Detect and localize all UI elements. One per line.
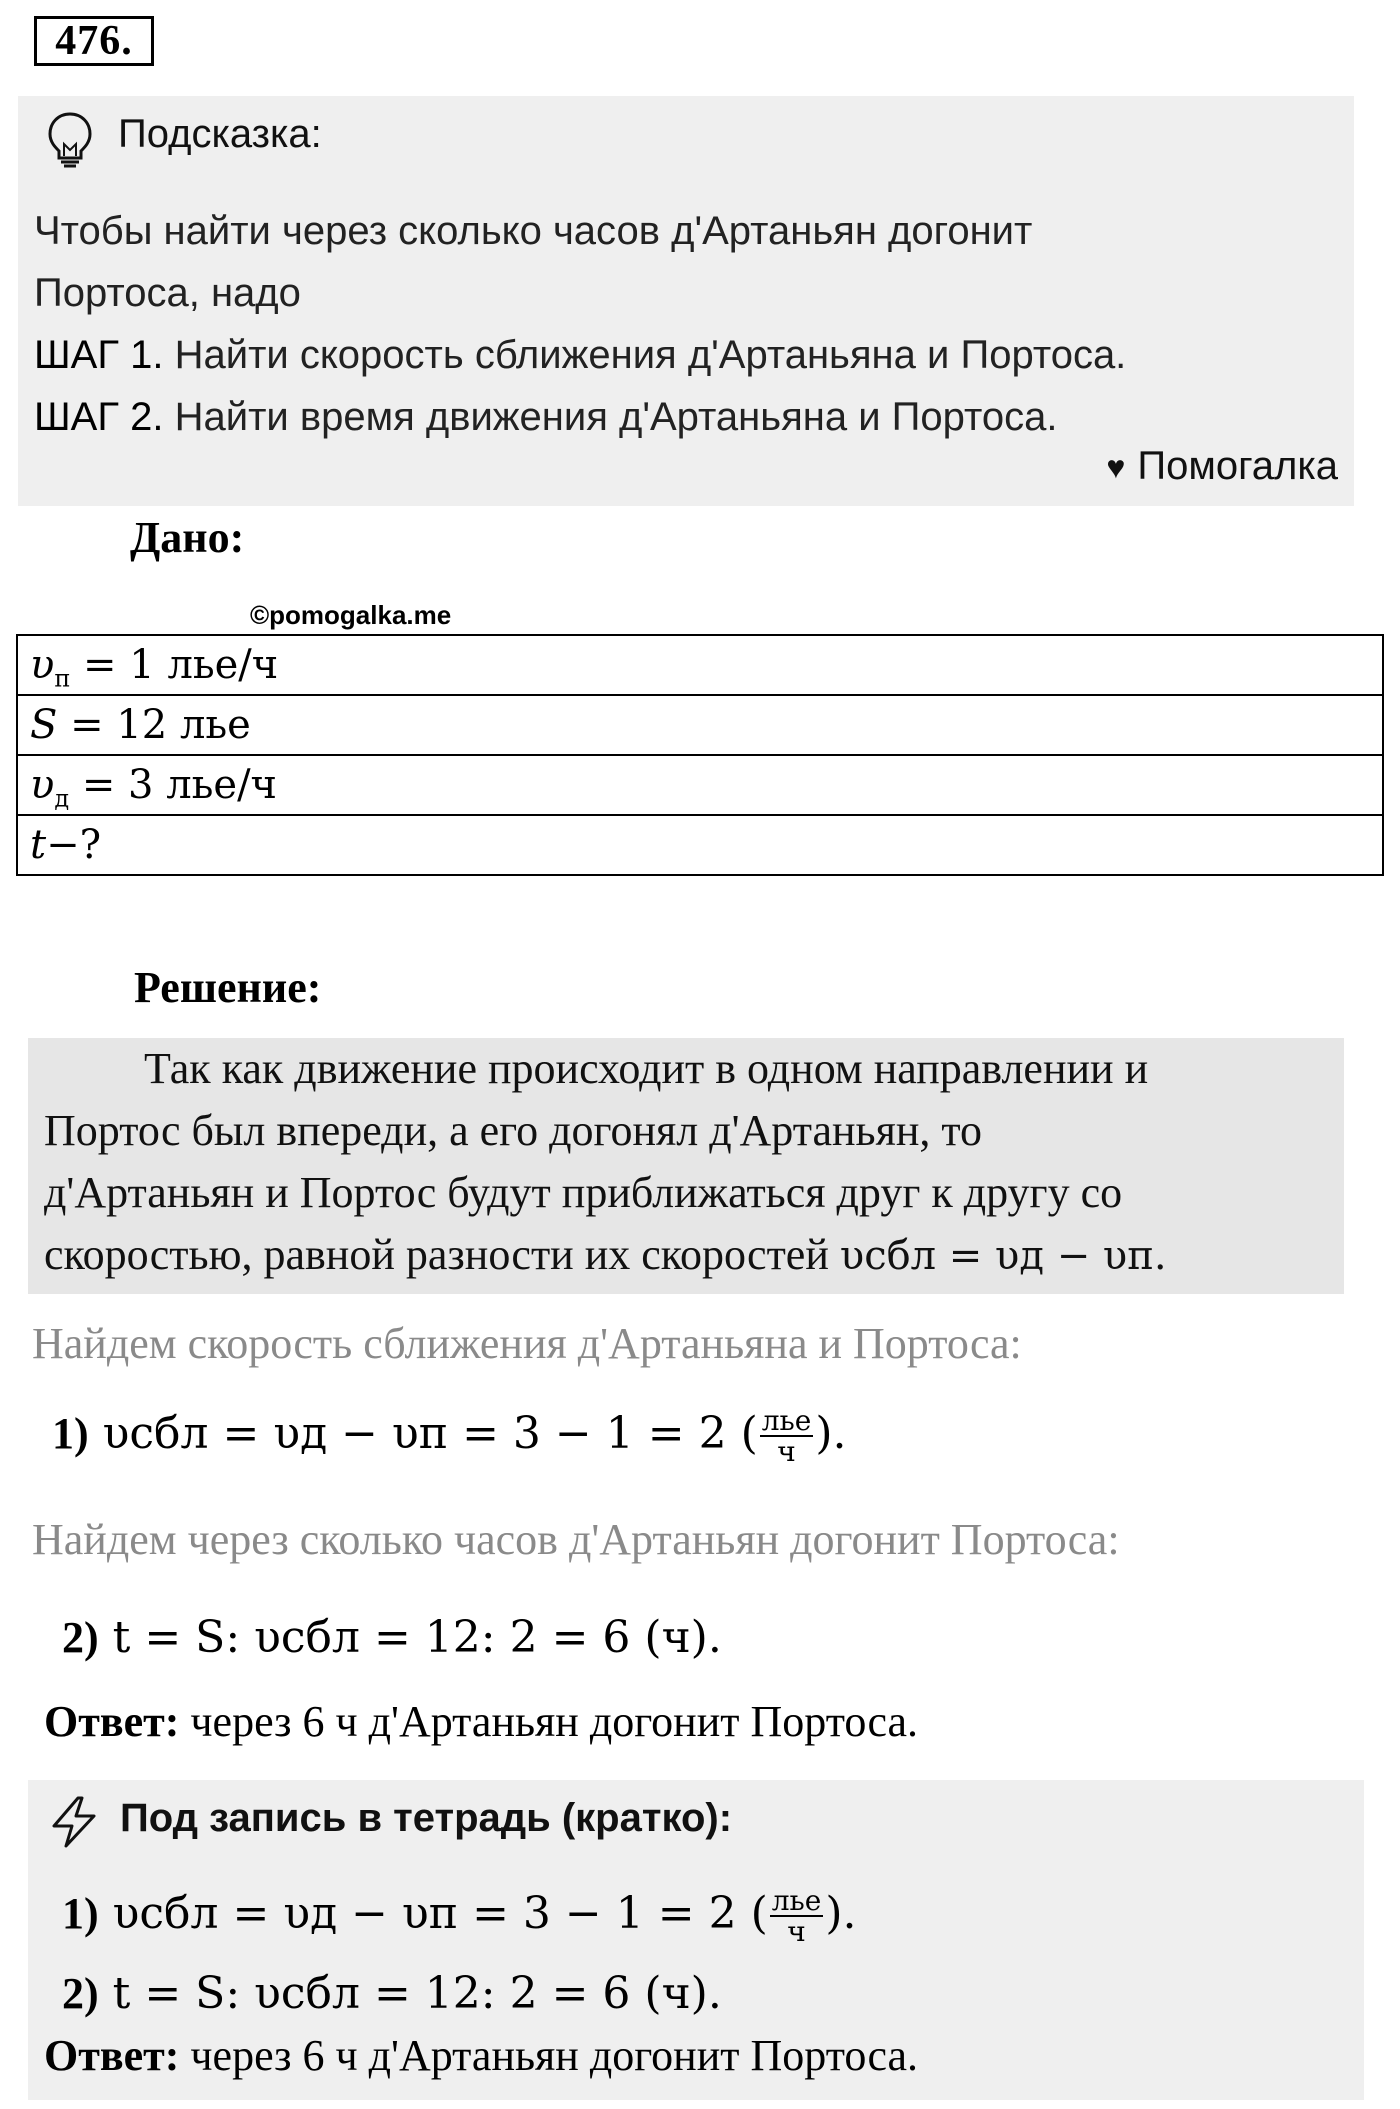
given-cell: $\upsilon_д = 3$ лье/ч [17,755,1383,815]
step-2-text: Найти время движения д'Артаньяна и Портоса. [163,395,1058,439]
hint-line-2: Портоса, надо [34,271,301,315]
explain-line: скоростью, равной разности их скоростей υсбл = υд − υп. [44,1230,1167,1279]
brief-step-1: 1) υсбл = υд − υп = 3 − 1 = 2 ( $\frac{\text{лье}}{ч}$ ). [62,1884,857,1949]
hint-text [34,200,1334,448]
hint-title: Подсказка: [118,112,322,156]
fraction: $\frac{\text{лье}}{ч}$ [761,1404,812,1469]
given-row [17,695,1383,755]
task-number: 476. [34,16,154,66]
solution-title: Решение: [134,963,322,1012]
explain-line: д'Артаньян и Портос будут приближаться друг к другу со [44,1168,1123,1217]
given-title: Дано: [130,513,245,562]
find-speed-text: Найдем скорость сближения д'Артаньяна и Портоса: [32,1319,1022,1368]
calc-step-2: 2) t = S: υсбл = 12: 2 = 6 (ч). [62,1612,722,1663]
brief-title: Под запись в тетрадь (кратко): [120,1796,733,1840]
calc-step-1: 1) υсбл = υд − υп = 3 − 1 = 2 ( $\frac{\text{лье}}{ч}$ ). [52,1404,847,1469]
given-table [16,634,1384,876]
brand-link[interactable] [1106,444,1338,489]
find-time-text: Найдем через сколько часов д'Артаньян догонит Портоса: [32,1515,1120,1564]
given-row [17,635,1383,695]
step-1-text: Найти скорость сближения д'Артаньяна и Портоса. [163,333,1127,377]
hint-line-1: Чтобы найти через сколько часов д'Артаньян догонит [34,209,1033,253]
fraction: $\frac{\text{лье}}{ч}$ [771,1884,822,1949]
hint-step-1 [34,324,1334,386]
explain-line: Так как движение происходит в одном направлении и [144,1044,1149,1093]
given-cell: S = 12 лье [17,695,1383,755]
hint-step-2 [34,386,1334,448]
lightning-icon [44,1794,104,1850]
hint-box [18,96,1354,506]
given-row [17,755,1383,815]
brief-answer: Ответ: через 6 ч д'Артаньян догонит Портоса. [44,2031,919,2080]
given-cell: t−? [17,815,1383,875]
explain-formula: υсбл = υд − υп. [839,1233,1167,1279]
copyright: ©pomogalka.me [250,600,452,630]
heart-icon: ♥ [1106,448,1126,485]
answer: Ответ: через 6 ч д'Артаньян догонит Портоса. [44,1697,919,1746]
given-cell: $\upsilon_п = 1$ лье/ч [17,635,1383,695]
explanation-box [28,1038,1344,1294]
brief-step-2: 2) t = S: υсбл = 12: 2 = 6 (ч). [62,1968,722,2019]
explain-line: Портос был впереди, а его догонял д'Артаньян, то [44,1106,983,1155]
brief-box [28,1780,1364,2100]
step-1-label: ШАГ 1. [34,333,164,377]
step-2-label: ШАГ 2. [34,395,164,439]
given-row [17,815,1383,875]
brand-label: Помогалка [1137,444,1338,488]
lightbulb-icon [42,110,98,170]
